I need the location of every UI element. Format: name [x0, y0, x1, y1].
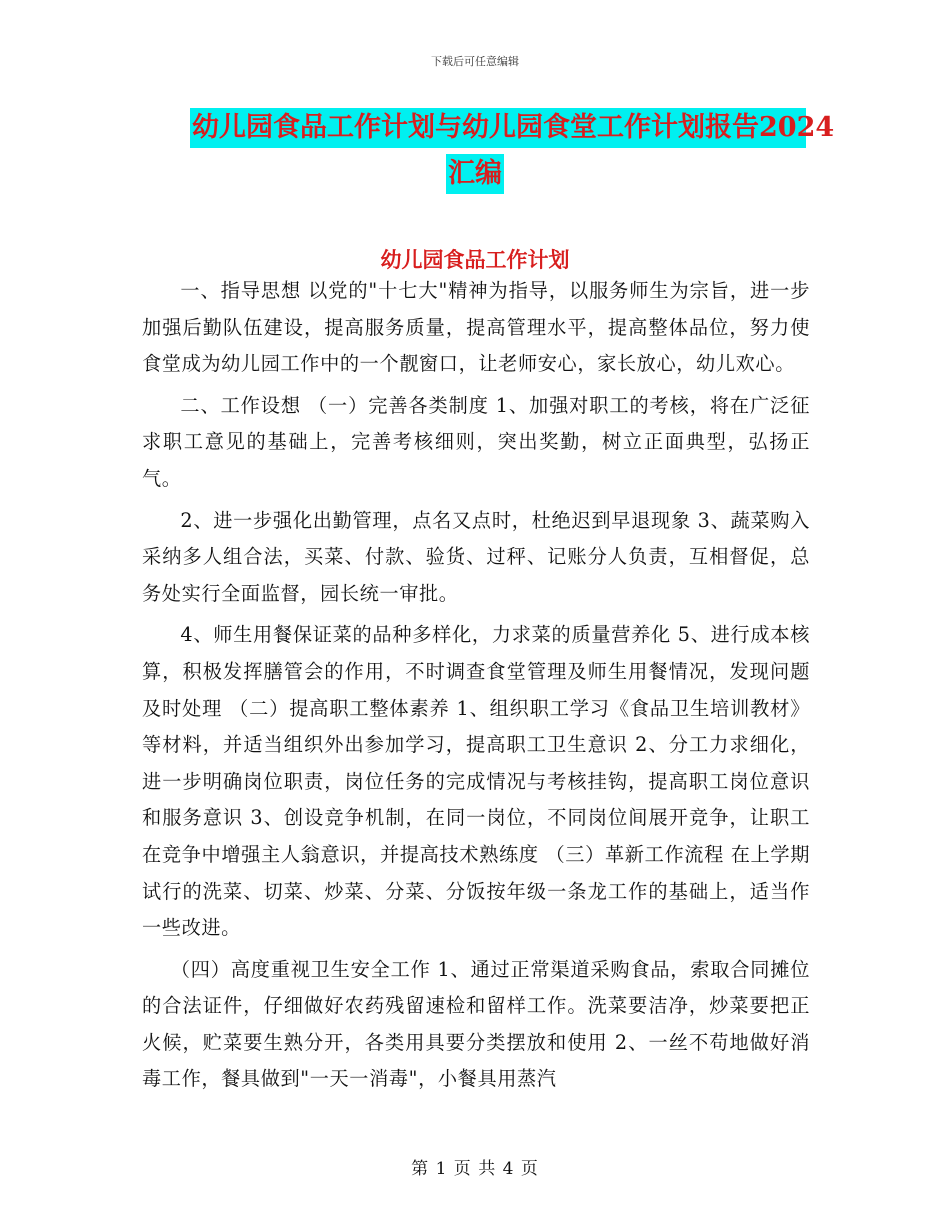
section-heading: 幼儿园食品工作计划	[380, 247, 570, 272]
title-line-1: 幼儿园食品工作计划与幼儿园食堂工作计划报告2024	[190, 108, 806, 148]
title-line-2: 汇编	[446, 154, 504, 194]
paragraph-1: 一、指导思想 以党的"十七大"精神为指导，以服务师生为宗旨，进一步加强后勤队伍建设，提高服务质量，提高管理水平，提高整体品位，努力使食堂成为幼儿园工作中的一个靓窗口，让老师安心，家长放心，幼儿欢心。	[142, 279, 810, 376]
paragraph-2: 二、工作设想 （一）完善各类制度 1、加强对职工的考核，将在广泛征求职工意见的基础上，完善考核细则，突出奖勤，树立正面典型，弘扬正气。	[142, 393, 810, 490]
paragraph-3: 2、进一步强化出勤管理，点名又点时，杜绝迟到早退现象 3、蔬菜购入采纳多人组合法，买菜、付款、验货、过秤、记账分人负责，互相督促，总务处实行全面监督，园长统一审批。	[142, 508, 810, 605]
page-footer: 第 1 页 共 4 页	[411, 1159, 539, 1179]
paragraph-4: 4、师生用餐保证菜的品种多样化，力求菜的质量营养化 5、进行成本核算，积极发挥膳管会的作用，不时调查食堂管理及师生用餐情况，发现问题及时处理 （二）提高职工整体素养 1、组织职工学习《食品卫生培训教材》等材料，并适当组织外出参加学习，提高职工卫生意识 2、分工力求细化，进一步明确岗位职责，岗位任务的完成情况与考核挂钩，提高职工岗位意识和服务意识 3、创设竞争机制，在同一岗位，不同岗位间展开竞争，让职工在竞争中增强主人翁意识，并提高技术熟练度 （三）革新工作流程 在上学期试行的洗菜、切菜、炒菜、分菜、分饭按年级一条龙工作的基础上，适当作一些改进。	[142, 623, 810, 940]
header-note: 下载后可任意编辑	[431, 55, 519, 68]
paragraph-5: （四）高度重视卫生安全工作 1、通过正常渠道采购食品，索取合同摊位的合法证件，仔细做好农药残留速检和留样工作。洗菜要洁净，炒菜要把正火候，贮菜要生熟分开，各类用具要分类摆放和使用 2、一丝不苟地做好消毒工作，餐具做到"一天一消毒"，小餐具用蒸汽	[142, 957, 810, 1091]
body-text	[142, 273, 810, 1103]
